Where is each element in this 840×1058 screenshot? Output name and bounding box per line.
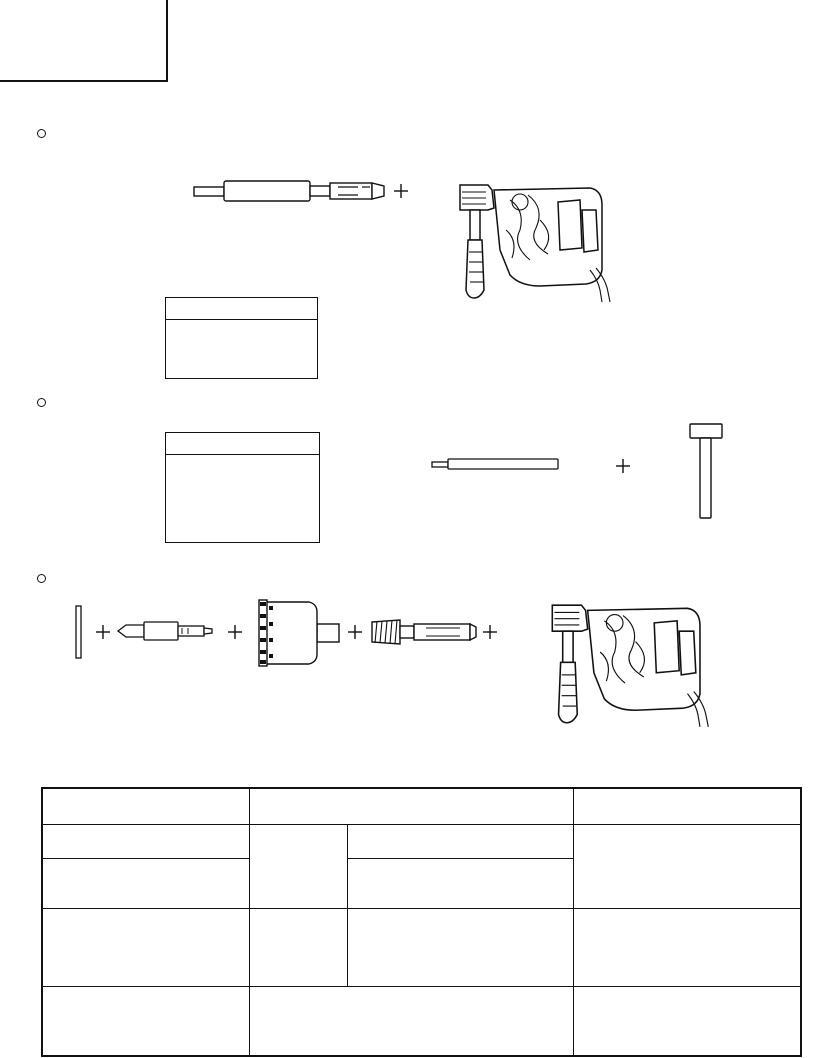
drill-bit-icon <box>190 176 390 206</box>
section-bullet-1 <box>37 129 46 138</box>
table-cell <box>249 986 573 1056</box>
table-cell <box>42 824 249 858</box>
table-header-cell <box>249 788 573 824</box>
plus-icon <box>393 183 409 199</box>
table-cell <box>249 908 347 986</box>
hammer-icon <box>686 422 726 522</box>
rotary-hammer-icon <box>530 600 715 730</box>
table-cell <box>573 824 801 908</box>
section-bullet-2 <box>37 398 46 407</box>
core-bit-icon <box>255 598 345 668</box>
cotter-pin-icon <box>430 455 562 473</box>
table-cell <box>42 908 249 986</box>
spec-box-2 <box>165 432 320 543</box>
table-row <box>42 908 801 986</box>
table-header-cell <box>42 788 249 824</box>
plus-icon <box>482 624 498 640</box>
guide-plate-icon <box>74 604 86 660</box>
spec-table <box>41 787 802 1057</box>
plus-icon <box>347 624 363 640</box>
plus-icon <box>95 624 111 640</box>
table-row <box>42 986 801 1056</box>
table-cell <box>42 986 249 1056</box>
table-cell <box>249 824 347 908</box>
table-header-cell <box>573 788 801 824</box>
spec-box-2-header <box>166 433 319 455</box>
center-pin-icon <box>116 617 216 645</box>
table-cell <box>573 908 801 986</box>
spec-box-1 <box>165 297 318 379</box>
table-row <box>42 824 801 858</box>
adapter-icon <box>370 614 478 650</box>
language-tab <box>0 0 168 82</box>
table-cell <box>347 858 573 908</box>
table-cell <box>42 858 249 908</box>
rotary-hammer-icon <box>440 180 615 305</box>
table-row <box>42 788 801 824</box>
table-cell <box>347 908 573 986</box>
section-bullet-3 <box>37 574 46 583</box>
plus-icon <box>615 458 631 474</box>
spec-box-1-header <box>166 298 317 320</box>
table-cell <box>347 824 573 858</box>
table-cell <box>573 986 801 1056</box>
plus-icon <box>227 624 243 640</box>
